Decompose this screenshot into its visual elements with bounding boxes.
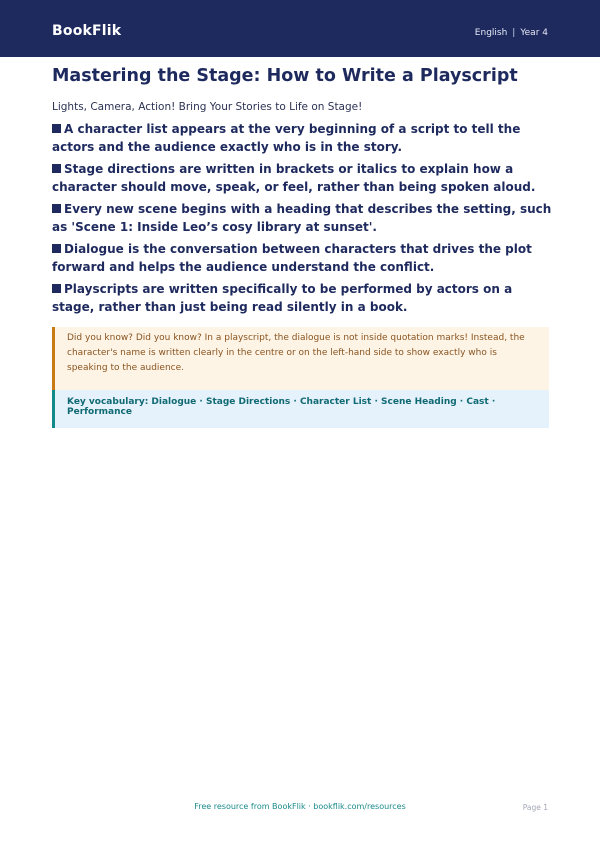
key-point	[52, 121, 552, 156]
key-point-text: Every new scene begins with a heading that describes the setting, such as 'Scene 1: Inside Leo’s cosy library at sunset'.	[52, 202, 552, 234]
key-point	[52, 281, 552, 316]
page-subtitle: Lights, Camera, Action! Bring Your Stories to Life on Stage!	[52, 101, 363, 113]
key-point-text: Dialogue is the conversation between characters that drives the plot forward and helps the audience understand the conflict.	[52, 242, 532, 274]
page-number: Page 1	[522, 803, 548, 812]
key-point-text: A character list appears at the very beginning of a script to tell the actors and the audience exactly who is in the story.	[52, 122, 521, 154]
key-point-text: Stage directions are written in brackets or italics to explain how a character should move, speak, or feel, rather than being spoken aloud.	[52, 162, 536, 194]
key-point-text: Playscripts are written specifically to be performed by actors on a stage, rather than just being read silently in a book.	[52, 282, 513, 314]
footer-link[interactable]: Free resource from BookFlik · bookflik.com/resources	[194, 802, 406, 811]
key-point	[52, 241, 552, 276]
vocabulary-text: Key vocabulary: Dialogue · Stage Directions · Character List · Scene Heading · Cast · Performance	[67, 397, 496, 417]
bullet-square-icon	[52, 164, 61, 173]
bullet-square-icon	[52, 284, 61, 293]
key-points-list	[52, 121, 552, 321]
page-title: Mastering the Stage: How to Write a Playscript	[52, 66, 518, 86]
key-vocabulary-box	[52, 390, 549, 428]
callout-text: Did you know? Did you know? In a playscript, the dialogue is not inside quotation marks! Instead, the character's name is written clearly in the centre or on the left-hand side to show exactly who is speaking to the audience.	[67, 333, 525, 373]
year-label: Year 4	[520, 28, 548, 38]
brand-logo[interactable]: BookFlik	[52, 23, 122, 39]
did-you-know-callout	[52, 327, 549, 390]
subject-label: English	[474, 28, 508, 38]
key-point	[52, 201, 552, 236]
header-meta	[475, 28, 548, 38]
bullet-square-icon	[52, 124, 61, 133]
key-point	[52, 161, 552, 196]
bullet-square-icon	[52, 244, 61, 253]
meta-separator: |	[512, 28, 516, 38]
bullet-square-icon	[52, 204, 61, 213]
page-header	[0, 0, 600, 57]
